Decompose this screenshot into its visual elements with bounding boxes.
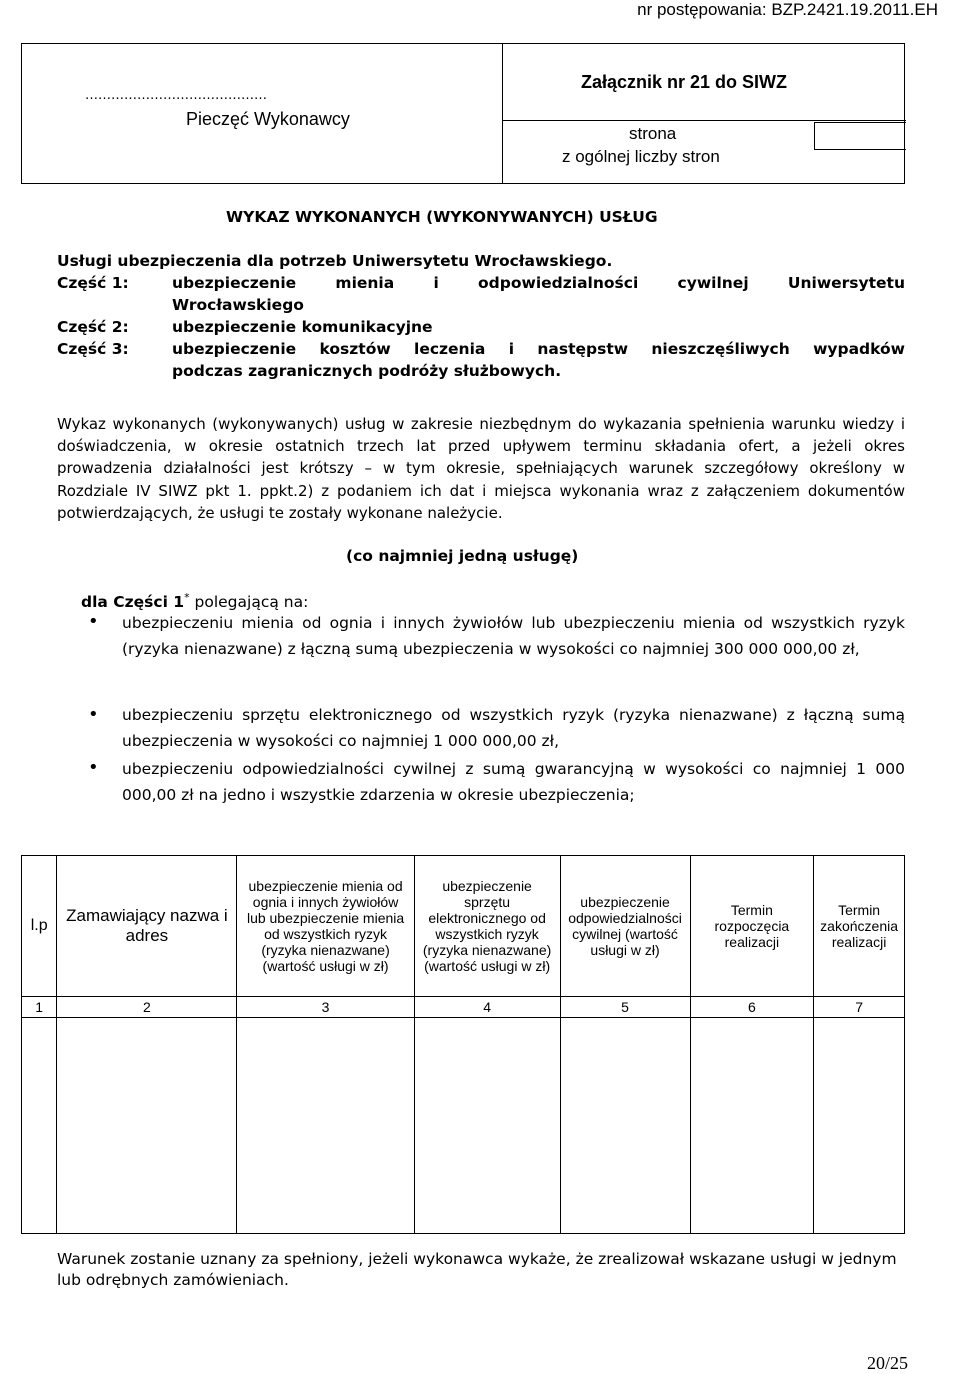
bullet-item: ubezpieczeniu sprzętu elektronicznego od wszystkich ryzyk (ryzyka nienazwane) z łączną sumą ubezpieczenia w wysokości co najmniej 1 000 000,00 zł, bbox=[122, 706, 905, 750]
condition-note: Warunek zostanie uznany za spełniony, jeżeli wykonawca wykaże, że zrealizował wskazane usługi w jednym lub odrębnych zamówieniach. bbox=[57, 1250, 897, 1289]
min-one-note: (co najmniej jedną usługę) bbox=[346, 547, 579, 565]
bullet-item: ubezpieczeniu mienia od ognia i innych żywiołów lub ubezpieczeniu mienia od wszystkich ryzyk (ryzyka nienazwane) z łączną sumą ubezpieczenia w wysokości co najmniej 300 000 000,00 zł, bbox=[122, 614, 905, 658]
bullet-icon: • bbox=[88, 611, 99, 632]
column-number: 5 bbox=[560, 997, 690, 1018]
for-part-heading bbox=[81, 591, 308, 611]
part-2-text: ubezpieczenie komunikacyjne bbox=[172, 318, 433, 336]
column-number: 2 bbox=[57, 997, 237, 1018]
seal-placeholder: …………………………………… bbox=[85, 88, 267, 103]
page-count-field bbox=[814, 122, 906, 150]
column-header: Termin zakończenia realizacji bbox=[814, 856, 905, 997]
part-1-text: ubezpieczenie mienia i odpowiedzialności cywilnej Uniwersytetu bbox=[172, 274, 905, 292]
table-cell[interactable] bbox=[57, 1018, 237, 1234]
divider bbox=[502, 120, 906, 121]
column-number: 6 bbox=[690, 997, 814, 1018]
column-header: l.p bbox=[22, 856, 57, 997]
column-header: Zamawiający nazwa i adres bbox=[57, 856, 237, 997]
table-number-row bbox=[22, 997, 905, 1018]
column-number: 4 bbox=[414, 997, 560, 1018]
bullet-icon: • bbox=[88, 704, 99, 725]
footnote-star: * bbox=[184, 591, 190, 604]
services-table bbox=[21, 855, 905, 1234]
for-part-suffix: polegającą na: bbox=[189, 593, 309, 612]
column-header: Termin rozpoczęcia realizacji bbox=[690, 856, 814, 997]
column-header: ubezpieczenie odpowiedzialności cywilnej (wartość usługi w zł) bbox=[560, 856, 690, 997]
table-cell[interactable] bbox=[814, 1018, 905, 1234]
table-cell[interactable] bbox=[560, 1018, 690, 1234]
divider bbox=[502, 44, 503, 183]
page-title: WYKAZ WYKONANYCH (WYKONYWANYCH) USŁUG bbox=[226, 208, 658, 226]
procedure-number: nr postępowania: BZP.2421.19.2011.EH bbox=[637, 0, 938, 19]
table-cell[interactable] bbox=[690, 1018, 814, 1234]
column-number: 3 bbox=[237, 997, 414, 1018]
bullet-icon: • bbox=[88, 757, 99, 778]
for-part-prefix: dla Części 1 bbox=[81, 593, 185, 612]
table-row bbox=[22, 1018, 905, 1234]
part-1-text-cont: Wrocławskiego bbox=[172, 296, 304, 314]
column-number: 1 bbox=[22, 997, 57, 1018]
page-number: 20/25 bbox=[866, 1353, 908, 1373]
page-label: strona bbox=[629, 124, 677, 143]
part-3-text-cont: podczas zagranicznych podróży służbowych. bbox=[172, 362, 562, 380]
total-pages-label: z ogólnej liczby stron bbox=[562, 147, 720, 166]
table-cell[interactable] bbox=[22, 1018, 57, 1234]
table-cell[interactable] bbox=[237, 1018, 414, 1234]
header-box bbox=[21, 43, 905, 184]
part-3-label: Część 3: bbox=[57, 340, 129, 358]
column-header: ubezpieczenie mienia od ognia i innych żywiołów lub ubezpieczenie mienia od wszystkich ryzyk (ryzyka nienazwane) (wartość usługi w zł) bbox=[237, 856, 414, 997]
column-number: 7 bbox=[814, 997, 905, 1018]
part-3-text: ubezpieczenie kosztów leczenia i następstw nieszczęśliwych wypadków bbox=[172, 340, 905, 358]
part-2-label: Część 2: bbox=[57, 318, 129, 336]
bullet-item: ubezpieczeniu odpowiedzialności cywilnej z sumą gwarancyjną w wysokości co najmniej 1 000 000,00 zł na jedno i wszystkie zdarzenia w okresie ubezpieczenia; bbox=[122, 760, 905, 804]
table-cell[interactable] bbox=[414, 1018, 560, 1234]
part-1-label: Część 1: bbox=[57, 274, 129, 292]
table-header-row bbox=[22, 856, 905, 997]
seal-label: Pieczęć Wykonawcy bbox=[186, 109, 350, 129]
column-header: ubezpieczenie sprzętu elektronicznego od wszystkich ryzyk (ryzyka nienazwane) (wartość usługi w zł) bbox=[414, 856, 560, 997]
subject: Usługi ubezpieczenia dla potrzeb Uniwersytetu Wrocławskiego. bbox=[57, 252, 613, 270]
annex-label: Załącznik nr 21 do SIWZ bbox=[581, 72, 788, 92]
intro-paragraph: Wykaz wykonanych (wykonywanych) usług w zakresie niezbędnym do wykazania spełnienia warunku wiedzy i doświadczenia, w okresie ostatnich trzech lat przed upływem terminu składania ofert, a jeżeli okres prowadzenia działalności jest krótszy – w tym okresie, spełniających warunek szczegółowy określony w Rozdziale IV SIWZ pkt 1. ppkt.2) z podaniem ich dat i miejsca wykonania wraz z załączeniem dokumentów potwierdzających, że usługi te zostały wykonane należycie. bbox=[57, 415, 905, 522]
